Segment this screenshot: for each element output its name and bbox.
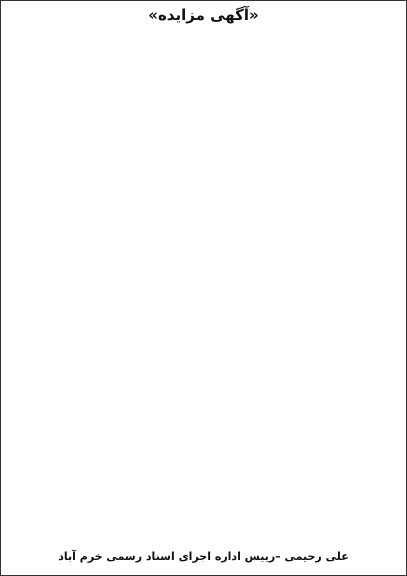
signatory-line: علی رحیمی –رییس اداره اجرای اسناد رسمی خرم آباد bbox=[58, 550, 349, 563]
notice-body bbox=[9, 29, 398, 539]
notice-headline: «آگهی مزایده» bbox=[148, 6, 259, 24]
